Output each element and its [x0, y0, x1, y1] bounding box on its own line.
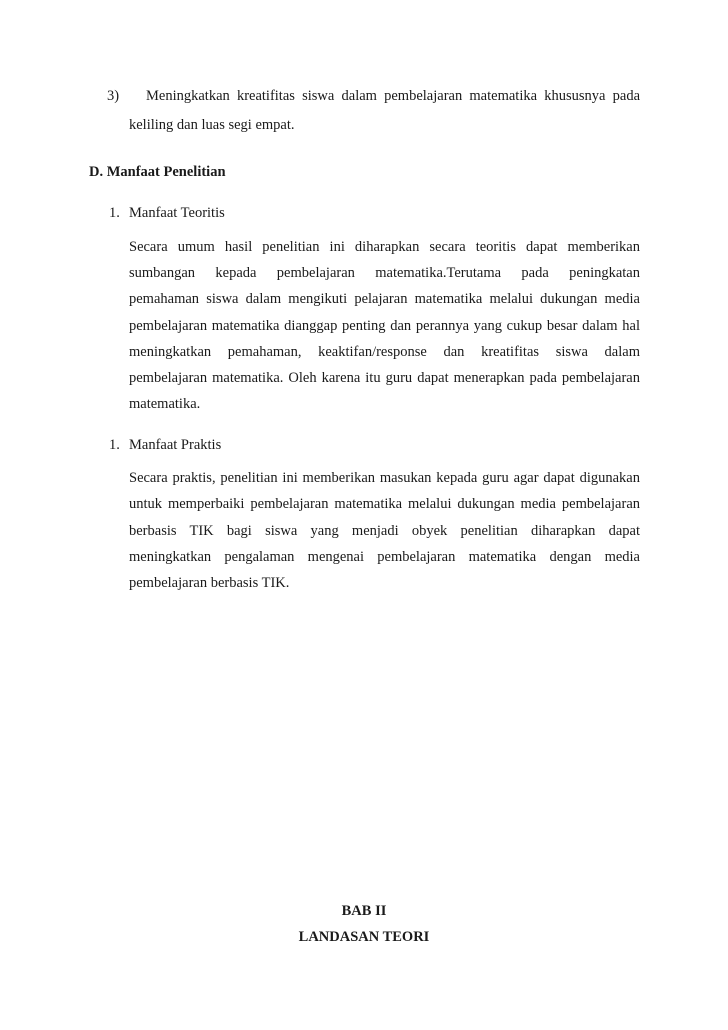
teoritis-title: Manfaat Teoritis — [129, 205, 225, 221]
praktis-line: berbasis TIK bagi siswa yang menjadi obyek penelitian diharapkan dapat — [129, 523, 640, 539]
praktis-line: meningkatkan pengalaman mengenai pembelajaran matematika dengan media — [129, 549, 640, 565]
teoritis-line: meningkatkan pemahaman, keaktifan/response dan kreatifitas siswa dalam — [129, 344, 640, 360]
teoritis-line: sumbangan kepada pembelajaran matematika.Terutama pada peningkatan — [129, 265, 640, 281]
teoritis-line: pembelajaran matematika. Oleh karena itu guru dapat menerapkan pada pembelajaran — [129, 370, 640, 386]
praktis-number: 1. — [109, 437, 120, 453]
item-3-line-1: Meningkatkan kreatifitas siswa dalam pembelajaran matematika khususnya pada — [146, 88, 640, 104]
teoritis-line: Secara umum hasil penelitian ini diharapkan secara teoritis dapat memberikan — [129, 239, 640, 255]
praktis-line: untuk memperbaiki pembelajaran matematika melalui dukungan media pembelajaran — [129, 496, 640, 512]
teoritis-line: pembelajaran matematika dianggap penting dan perannya yang cukup besar dalam hal — [129, 318, 640, 334]
teoritis-number: 1. — [109, 205, 120, 221]
chapter-number: BAB II — [341, 903, 387, 919]
teoritis-line: pemahaman siswa dalam mengikuti pelajaran matematika melalui dukungan media — [129, 291, 640, 307]
section-heading: D. Manfaat Penelitian — [89, 164, 226, 180]
chapter-title: LANDASAN TEORI — [298, 929, 430, 945]
praktis-line: pembelajaran berbasis TIK. — [129, 575, 290, 591]
teoritis-line: matematika. — [129, 396, 201, 412]
praktis-title: Manfaat Praktis — [129, 437, 222, 453]
praktis-line: Secara praktis, penelitian ini memberikan masukan kepada guru agar dapat digunakan — [129, 470, 640, 486]
item-3-line-2: keliling dan luas segi empat. — [129, 117, 295, 133]
item-3-number: 3) — [107, 88, 120, 104]
